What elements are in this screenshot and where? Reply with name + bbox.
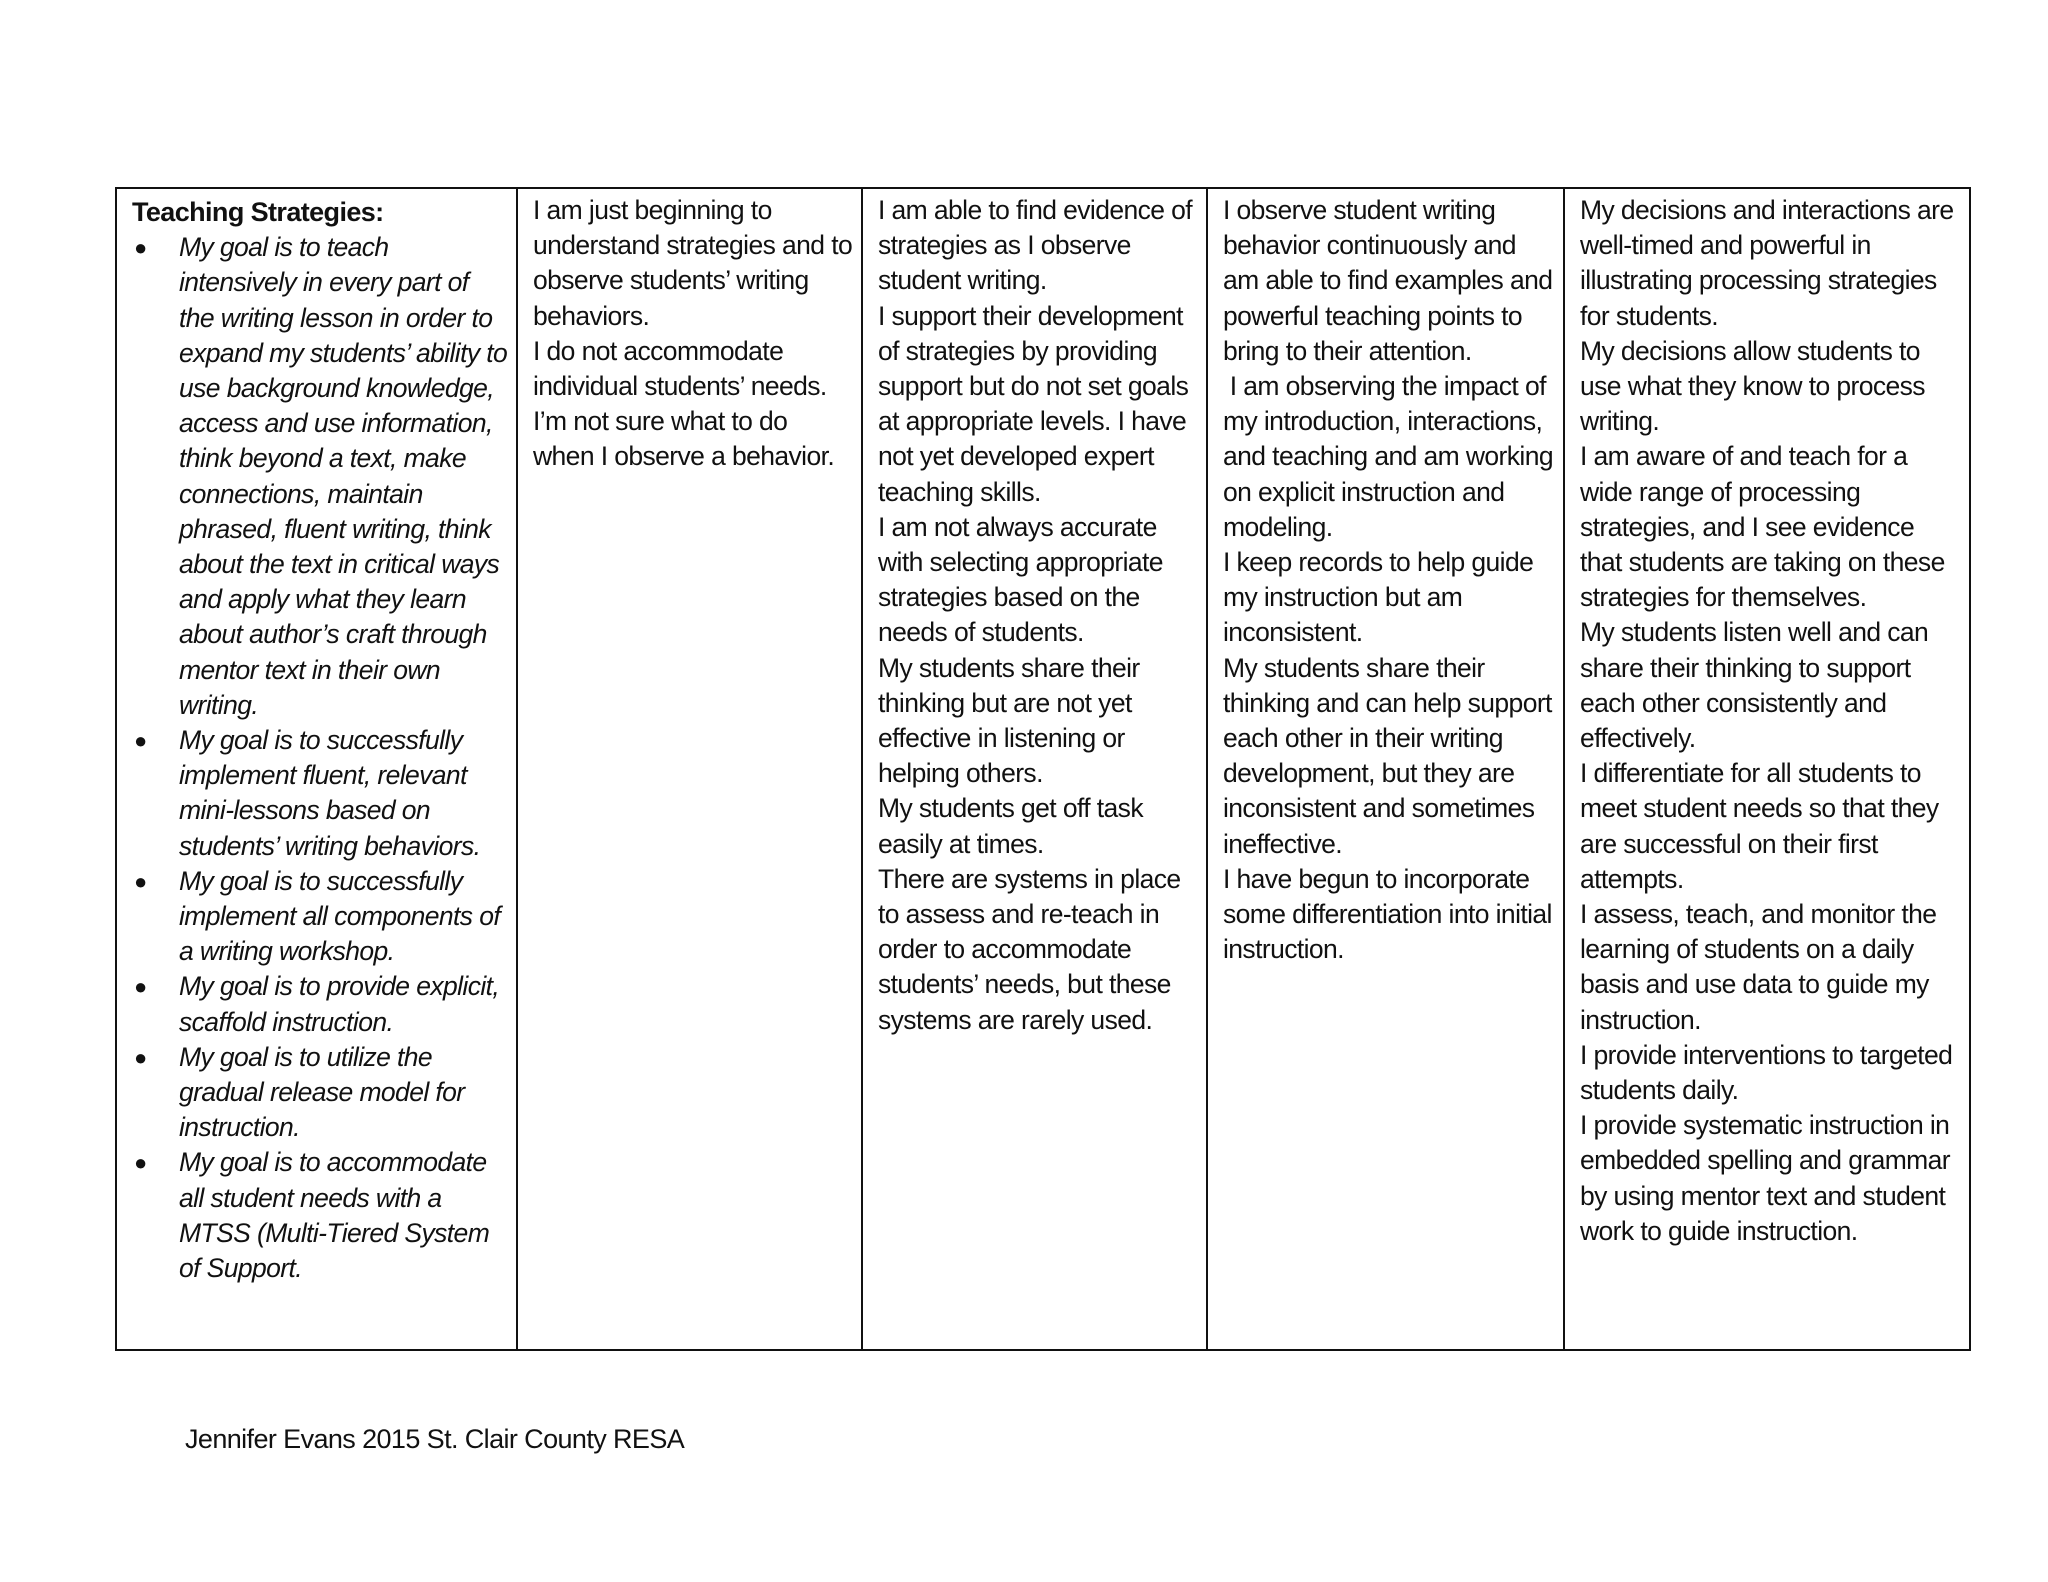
level-2-cell [862, 188, 1207, 1350]
level-2-statement: My students share their thinking but are not yet effective in listening or helping others. [878, 652, 1140, 789]
level-3-statement: I observe student writing behavior continuously and am able to find examples and powerful teaching points to bring to their attention. [1223, 195, 1553, 366]
bullet-icon: ● [134, 1150, 147, 1176]
level-3-cell [1207, 188, 1564, 1350]
level-4-statement: My decisions and interactions are well-timed and powerful in illustrating processing strategies for students. [1580, 195, 1954, 331]
bullet-icon: ● [134, 1044, 147, 1070]
rubric-row [116, 188, 1970, 1350]
goal-item: ● My goal is to teach intensively in every part of the writing lesson in order to expand my students’ ability to use background knowledge, access and use information, think beyond a text, make connections, maintain phrased, fluent writing, think about the text in critical ways and apply what they learn about author’s craft through mentor text in their own writing. [134, 232, 508, 720]
goal-item: ● My goal is to successfully implement fluent, relevant mini-lessons based on students’ writing behaviors. [134, 725, 481, 861]
level-4-statement: My decisions allow students to use what they know to process writing. [1580, 335, 1925, 437]
level-1-statement: I am just beginning to understand strategies and to observe students’ writing behaviors. [533, 195, 853, 331]
level-2-statement: My students get off task easily at times. [878, 793, 1143, 859]
level-1-statement: I do not accommodate individual students’ needs. [533, 335, 827, 402]
footer-credit: Jennifer Evans 2015 St. Clair County RESA [185, 1424, 685, 1454]
strategies-cell [116, 188, 517, 1350]
goals-list [132, 230, 508, 1286]
level-3-statement: I have begun to incorporate some differentiation into initial instruction. [1223, 863, 1552, 965]
goal-item: ● My goal is to utilize the gradual release model for instruction. [134, 1041, 465, 1143]
rubric-table [115, 187, 1971, 1351]
goal-item: ● My goal is to accommodate all student needs with a MTSS (Multi-Tiered System of Support. [134, 1147, 490, 1284]
level-4-cell [1564, 188, 1970, 1350]
level-2-statement: I am not always accurate with selecting appropriate strategies based on the needs of students. [878, 511, 1163, 648]
level-2-statement: I am able to find evidence of strategies as I observe student writing. [878, 195, 1193, 296]
bullet-icon: ● [134, 974, 147, 1000]
level-2-statement: There are systems in place to assess and re-teach in order to accommodate students’ needs, but these systems are rarely used. [878, 863, 1181, 1035]
level-4-statement: My students listen well and can share their thinking to support each other consistently and effectively. [1580, 617, 1929, 754]
bullet-icon: ● [134, 868, 147, 894]
section-heading: Teaching Strategies: [132, 197, 384, 227]
level-4-statement: I provide interventions to targeted students daily. [1580, 1039, 1953, 1106]
level-3-statement: I keep records to help guide my instruction but am inconsistent. [1223, 547, 1534, 648]
bullet-icon: ● [134, 235, 147, 261]
level-4-statement: I assess, teach, and monitor the learning of students on a daily basis and use data to guide my instruction. [1580, 899, 1937, 1035]
level-1-cell [517, 188, 862, 1350]
level-1-statement: I’m not sure what to do when I observe a behavior. [533, 406, 835, 472]
level-4-statement: I am aware of and teach for a wide range of processing strategies, and I see evidence that students are taking on these strategies for themselves. [1580, 441, 1945, 613]
bullet-icon: ● [134, 728, 147, 754]
goal-item: ● My goal is to provide explicit, scaffold instruction. [134, 971, 500, 1037]
level-3-statement: I am observing the impact of my introduction, interactions, and teaching and am working on explicit instruction and modeling. [1223, 371, 1560, 542]
goal-item: ● My goal is to successfully implement all components of a writing workshop. [134, 865, 501, 967]
level-4-statement: I provide systematic instruction in embedded spelling and grammar by using mentor text and student work to guide instruction. [1580, 1110, 1951, 1246]
level-3-statement: My students share their thinking and can help support each other in their writing development, but they are inconsistent and sometimes ineffective. [1223, 652, 1552, 859]
level-2-statement: I support their development of strategies by providing support but do not set goals at appropriate levels. I have not yet developed expert teaching skills. [878, 300, 1189, 507]
level-4-statement: I differentiate for all students to meet student needs so that they are successful on their first attempts. [1580, 758, 1939, 894]
